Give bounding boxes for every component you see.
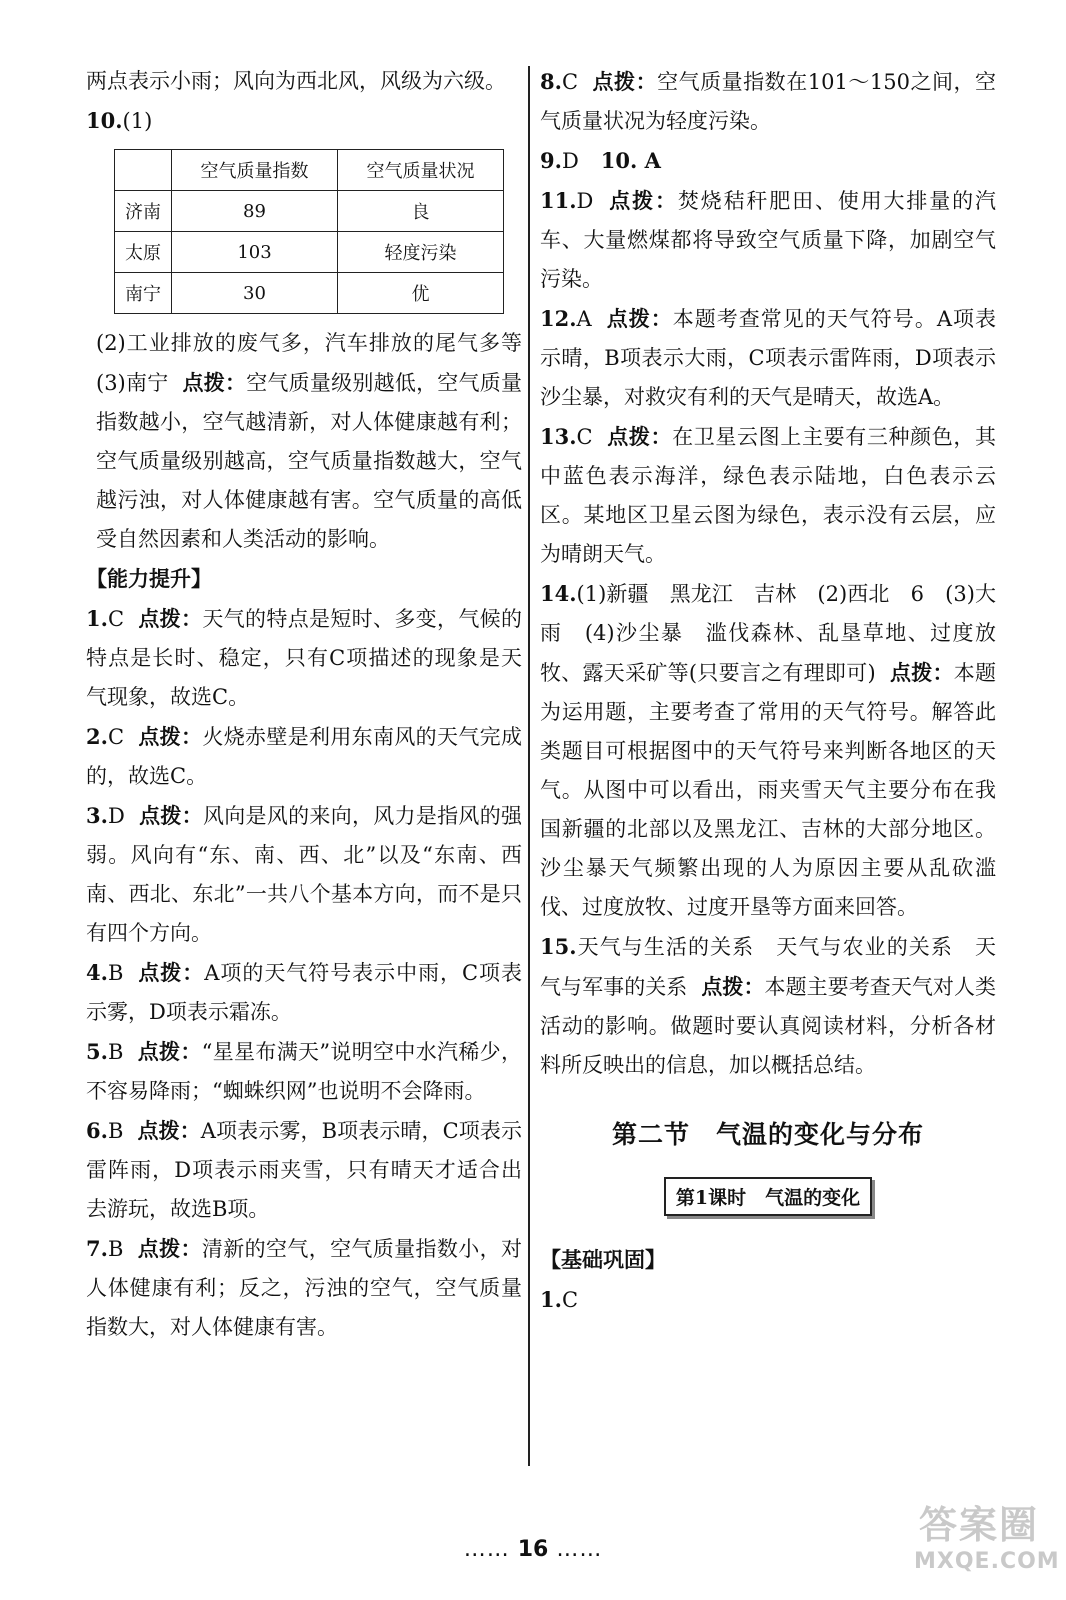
hint-text: 空气质量指数在101～150之间，空气质量状况为轻度污染。 — [540, 70, 996, 133]
answer-choice: (1)新疆 黑龙江 吉林 (2)西北 6 (3)大雨 (4)沙尘暴 滥伐森林、乱垦草地、过度放牧、露天采矿等(只要言之有理即可) — [540, 582, 996, 685]
question-number: 8. — [540, 69, 562, 94]
table-cell: 轻度污染 — [338, 232, 504, 273]
hint-text: 风向是风的来向，风力是指风的强弱。风向有“东、南、西、北”以及“东南、西南、西北、东北”一共八个基本方向，而不是只有四个方向。 — [86, 804, 523, 945]
hint-label: 点拨： — [138, 606, 203, 631]
list-item — [86, 796, 522, 953]
table-row — [115, 232, 504, 273]
answer-choice: B — [107, 1040, 124, 1064]
page-number: 16 — [517, 1537, 549, 1562]
hint-label: 点拨： — [138, 803, 203, 828]
table-cell: 89 — [172, 191, 338, 232]
table-header-cell: 空气质量指数 — [172, 150, 338, 191]
table-cell: 济南 — [115, 191, 172, 232]
table-header-cell: 空气质量状况 — [338, 150, 504, 191]
column-divider — [528, 66, 530, 1466]
list-item — [86, 1229, 522, 1347]
table-cell: 良 — [338, 191, 504, 232]
page-footer — [0, 1537, 1066, 1562]
list-item — [86, 953, 522, 1032]
hint-text: 清新的空气，空气质量指数小，对人体健康有利；反之，污浊的空气，空气质量指数大，对人体健康有害。 — [86, 1237, 523, 1339]
watermark-text: 答案圈 — [918, 1503, 1039, 1547]
list-item — [86, 717, 522, 796]
question-10-answer — [86, 324, 543, 559]
question-number: 6. — [86, 1118, 108, 1143]
question-number: 14. — [540, 581, 577, 606]
table-cell: 103 — [172, 232, 338, 273]
list-item — [540, 62, 996, 141]
lesson-title: 第二节 气温的变化与分布 — [611, 1120, 924, 1149]
footer-dots-left: …… — [463, 1537, 510, 1562]
answer-choice: C — [107, 725, 125, 749]
question-number: 9. — [540, 148, 562, 173]
hint-text: A项的天气符号表示中雨，C项表示雾，D项表示霜冻。 — [86, 961, 523, 1024]
table-cell: 优 — [338, 273, 504, 314]
question-number: 5. — [86, 1039, 108, 1064]
hint-label: 点拨： — [701, 974, 765, 999]
hint-label: 点拨： — [138, 724, 203, 749]
question-number: 4. — [86, 960, 108, 985]
question-part: (1) — [122, 109, 153, 133]
question-number: 7. — [86, 1236, 108, 1261]
hint-label: 点拨： — [592, 69, 658, 94]
watermark-logo — [914, 1494, 1060, 1590]
table-cell: 南宁 — [115, 273, 172, 314]
left-column — [86, 62, 543, 1347]
hint-text: 天气的特点是短时、多变，气候的特点是长时、稳定，只有C项描述的现象是天气现象，故选C。 — [86, 607, 523, 709]
question-number: 11. — [540, 188, 577, 213]
list-item — [540, 417, 996, 574]
section-label-ability: 【能力提升】 — [86, 566, 212, 591]
answer-choice: B — [107, 1119, 124, 1143]
question-number: 12. — [540, 306, 577, 331]
answer-choice: C — [561, 70, 579, 94]
list-item — [540, 1280, 996, 1320]
answer-choice: D — [561, 149, 579, 173]
table-header-cell — [115, 150, 172, 191]
hint-label: 点拨： — [137, 960, 205, 985]
list-item — [540, 181, 996, 299]
hint-text: 在卫星云图上主要有三种颜色，其中蓝色表示海洋，绿色表示陆地，白色表示云区。某地区卫星云图为绿色，表示没有云层，应为晴朗天气。 — [540, 425, 997, 566]
question-number: 2. — [86, 724, 108, 749]
table-row — [115, 191, 504, 232]
hint-text: 空气质量级别越低，空气质量指数越小，空气越清新，对人体健康越有利；空气质量级别越高，空气质量指数越大，空气越污浊，对人体健康越有害。空气质量的高低受自然因素和人类活动的影响。 — [96, 371, 523, 551]
question-number: 15. — [540, 934, 577, 959]
hint-label: 点拨： — [137, 1039, 202, 1064]
hint-text: 本题为运用题，主要考查了常用的天气符号。解答此类题目可根据图中的天气符号来判断各地区的天气。从图中可以看出，雨夹雪天气主要分布在我国新疆的北部以及黑龙江、吉林的大部分地区。沙尘暴天气频繁出现的人为原因主要从乱砍滥伐、过度放牧、过度开垦等方面来回答。 — [540, 661, 997, 919]
extra-answer: 10. A — [600, 148, 661, 173]
question-10-header — [86, 101, 522, 141]
list-item — [540, 927, 996, 1085]
answer-text: (2)工业排放的废气多，汽车排放的尾气多等 (3)南宁 — [96, 331, 543, 395]
answer-choice: C — [107, 607, 125, 631]
right-column — [540, 62, 996, 1320]
question-number: 13. — [540, 424, 577, 449]
answer-choice: D — [107, 804, 125, 828]
answer-choice: 天气与生活的关系 天气与农业的关系 天气与军事的关系 — [540, 935, 996, 999]
table-cell: 太原 — [115, 232, 172, 273]
table-header-row — [115, 150, 504, 191]
answer-choice: C — [576, 425, 593, 449]
intro-text: 两点表示小雨；风向为西北风，风级为六级。 — [86, 69, 506, 93]
air-quality-table — [114, 149, 504, 314]
answer-choice: B — [107, 1237, 124, 1261]
list-item — [86, 599, 522, 717]
hint-text: 本题考查常见的天气符号。A项表示晴，B项表示大雨，C项表示雷阵雨，D项表示沙尘暴，对救灾有利的天气是晴天，故选A。 — [540, 307, 996, 409]
watermark-url: MXQE.COM — [914, 1549, 1060, 1574]
question-number: 1. — [540, 1287, 562, 1312]
hint-label: 点拨： — [182, 370, 247, 395]
list-item — [540, 299, 996, 417]
list-item — [540, 574, 996, 927]
hint-label: 点拨： — [889, 660, 954, 685]
lesson-box: 第1课时 气温的变化 — [664, 1177, 872, 1216]
list-item — [86, 1111, 522, 1229]
question-number: 1. — [86, 606, 108, 631]
footer-dots-right: …… — [556, 1537, 603, 1562]
section-label-basic: 【基础巩固】 — [540, 1247, 666, 1272]
hint-label: 点拨： — [137, 1236, 202, 1261]
list-item — [86, 1032, 522, 1111]
answer-choice: D — [576, 189, 594, 213]
list-item — [540, 141, 996, 181]
hint-text: 焚烧秸秆肥田、使用大排量的汽车、大量燃煤都将导致空气质量下降，加剧空气污染。 — [540, 189, 996, 291]
hint-text: 本题主要考查天气对人类活动的影响。做题时要认真阅读材料，分析各材料所反映出的信息，加以概括总结。 — [540, 975, 997, 1077]
table-cell: 30 — [172, 273, 338, 314]
hint-label: 点拨： — [607, 188, 678, 213]
left-answer-list — [86, 599, 522, 1347]
answer-choice: A — [576, 307, 592, 331]
right-answer-list — [540, 62, 996, 1085]
hint-text: 火烧赤壁是利用东南风的天气完成的，故选C。 — [86, 725, 523, 788]
lesson-box-wrap — [540, 1177, 996, 1216]
hint-text: “星星布满天”说明空中水汽稀少，不容易降雨；“蜘蛛织网”也说明不会降雨。 — [86, 1040, 522, 1103]
hint-label: 点拨： — [605, 306, 673, 331]
answer-choice: B — [107, 961, 124, 985]
hint-label: 点拨： — [137, 1118, 201, 1143]
hint-text: A项表示雾，B项表示晴，C项表示雷阵雨，D项表示雨夹雪，只有晴天才适合出去游玩，故选B项。 — [86, 1119, 523, 1221]
table-row — [115, 273, 504, 314]
hint-label: 点拨： — [606, 424, 673, 449]
question-number: 3. — [86, 803, 108, 828]
answer-choice: C — [561, 1288, 579, 1312]
question-number: 10. — [86, 108, 123, 133]
